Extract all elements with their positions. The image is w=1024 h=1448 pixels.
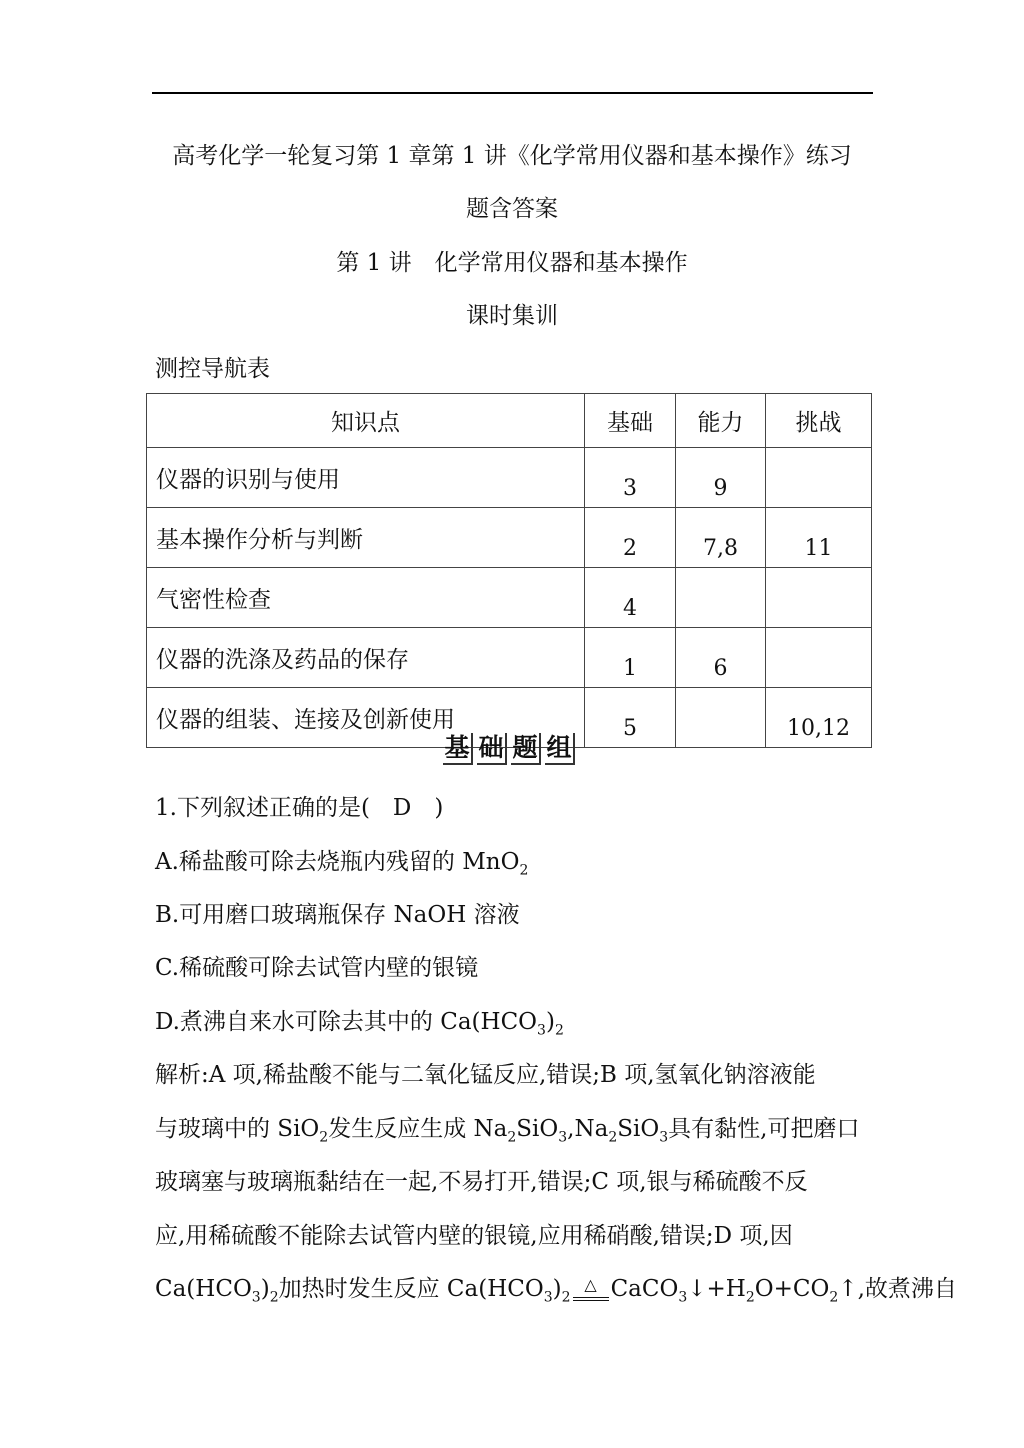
ability-cell [676,688,766,748]
explanation-line: 解析:A 项,稀盐酸不能与二氧化锰反应,错误;B 项,氢氧化钠溶液能 [155,1062,816,1088]
explanation-line: $Ca(HCO_3)_2$加热时发生反应 $Ca(HCO_3)_2\triangle$ $CaCO_3↓+H_2O+CO_2↑$,故煮沸自 [155,1275,957,1306]
top-rule [152,92,873,94]
section-heading: 课时集训 [466,303,558,329]
challenge-cell: 11 [766,508,872,568]
topic-cell: 仪器的组装、连接及创新使用 [147,688,585,748]
basic-cell: 4 [585,568,676,628]
group-heading-char: 础 [477,733,507,765]
header-basic: 基础 [585,394,676,448]
header-ability: 能力 [676,394,766,448]
option-c: C.稀硫酸可除去试管内壁的银镜 [155,955,479,981]
table-row [147,568,872,628]
basic-cell: 2 [585,508,676,568]
basic-cell: 1 [585,628,676,688]
topic-cell: 气密性检查 [147,568,585,628]
heating-equals-sign: △ [571,1275,611,1294]
topic-cell: 基本操作分析与判断 [147,508,585,568]
group-heading-char: 题 [511,733,541,765]
option-d: D.煮沸自来水可除去其中的 $Ca(HCO_3)_2$ [155,1009,564,1039]
topic-cell: 仪器的洗涤及药品的保存 [147,628,585,688]
basic-cell: 3 [585,448,676,508]
table-row [147,448,872,508]
table-row [147,508,872,568]
challenge-cell [766,628,872,688]
ability-cell [676,568,766,628]
explanation-line: 应,用稀硫酸不能除去试管内壁的银镜,应用稀硝酸,错误;D 项,因 [155,1223,793,1249]
nav-table [146,393,872,748]
challenge-cell: 10,12 [766,688,872,748]
explanation-line: 玻璃塞与玻璃瓶黏结在一起,不易打开,错误;C 项,银与稀硫酸不反 [155,1169,808,1195]
option-b: B.可用磨口玻璃瓶保存 NaOH 溶液 [155,902,520,928]
basic-cell: 5 [585,688,676,748]
topic-cell: 仪器的识别与使用 [147,448,585,508]
header-challenge: 挑战 [766,394,872,448]
table-header-row [147,394,872,448]
challenge-cell [766,448,872,508]
document-title-line1: 高考化学一轮复习第 1 章第 1 讲《化学常用仪器和基本操作》练习 [172,143,852,169]
group-heading-char: 组 [545,733,575,765]
question-stem: 1.下列叙述正确的是( D ) [155,795,444,821]
challenge-cell [766,568,872,628]
table-row [147,628,872,688]
group-heading [443,733,575,765]
header-topic: 知识点 [147,394,585,448]
ability-cell: 7,8 [676,508,766,568]
lecture-title: 第 1 讲 化学常用仪器和基本操作 [336,250,688,276]
nav-table-label: 测控导航表 [155,356,270,382]
ability-cell: 9 [676,448,766,508]
ability-cell: 6 [676,628,766,688]
document-title-line2: 题含答案 [466,196,558,222]
option-a: A.稀盐酸可除去烧瓶内残留的 MnO$_2$ [155,849,529,879]
group-heading-char: 基 [443,733,473,765]
explanation-line: 与玻璃中的 SiO$_2$发生反应生成 $Na_2SiO_3,Na_2SiO_3$具有黏性,可把磨口 [155,1116,860,1146]
